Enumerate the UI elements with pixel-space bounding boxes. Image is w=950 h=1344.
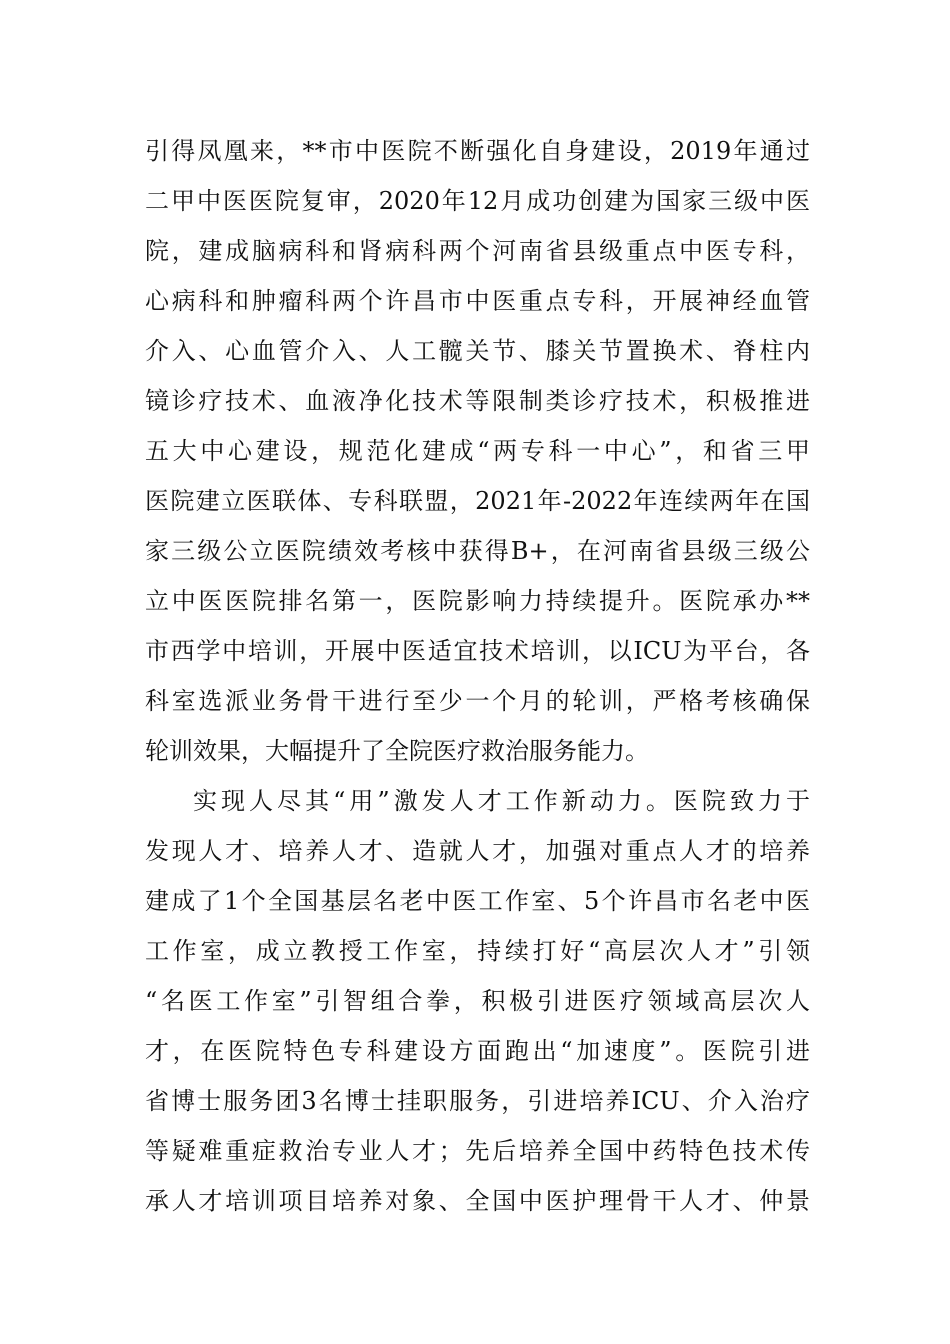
text-line: 镜诊疗技术、血液净化技术等限制类诊疗技术，积极推进: [145, 387, 810, 415]
text-line: 二甲中医医院复审，2020年12月成功创建为国家三级中医: [145, 187, 810, 215]
text-line: 家三级公立医院绩效考核中获得B+，在河南省县级三级公: [145, 537, 810, 565]
text-line: 实现人尽其“用”激发人才工作新动力。医院致力于: [193, 787, 810, 815]
text-line: 工作室，成立教授工作室，持续打好“高层次人才”引领: [145, 937, 810, 965]
text-line: 引得凤凰来，**市中医院不断强化自身建设，2019年通过: [145, 137, 810, 165]
text-line: 心病科和肿瘤科两个许昌市中医重点专科，开展神经血管: [145, 287, 810, 315]
text-line: 院，建成脑病科和肾病科两个河南省县级重点中医专科，: [145, 237, 810, 265]
text-line: 才，在医院特色专科建设方面跑出“加速度”。医院引进: [145, 1037, 810, 1065]
text-line: 医院建立医联体、专科联盟，2021年-2022年连续两年在国: [145, 487, 810, 515]
body-text: [145, 126, 810, 1226]
text-line: 承人才培训项目培养对象、全国中医护理骨干人才、仲景: [145, 1187, 810, 1215]
text-line: 建成了1个全国基层名老中医工作室、5个许昌市名老中医: [145, 887, 810, 915]
text-line: 等疑难重症救治专业人才；先后培养全国中药特色技术传: [145, 1137, 810, 1165]
text-line: 科室选派业务骨干进行至少一个月的轮训，严格考核确保: [145, 687, 810, 715]
text-line: 五大中心建设，规范化建成“两专科一中心”，和省三甲: [145, 437, 810, 465]
text-line: 发现人才、培养人才、造就人才，加强对重点人才的培养: [145, 837, 810, 865]
text-line: 介入、心血管介入、人工髋关节、膝关节置换术、脊柱内: [145, 337, 810, 365]
paragraph-2: [145, 776, 810, 1226]
text-line: 轮训效果，大幅提升了全院医疗救治服务能力。: [145, 737, 649, 765]
text-line: “名医工作室”引智组合拳，积极引进医疗领域高层次人: [145, 987, 810, 1015]
paragraph-1: [145, 126, 810, 776]
text-line: 省博士服务团3名博士挂职服务，引进培养ICU、介入治疗: [145, 1087, 810, 1115]
text-line: 立中医医院排名第一，医院影响力持续提升。医院承办**: [145, 587, 810, 615]
text-line: 市西学中培训，开展中医适宜技术培训，以ICU为平台，各: [145, 637, 810, 665]
